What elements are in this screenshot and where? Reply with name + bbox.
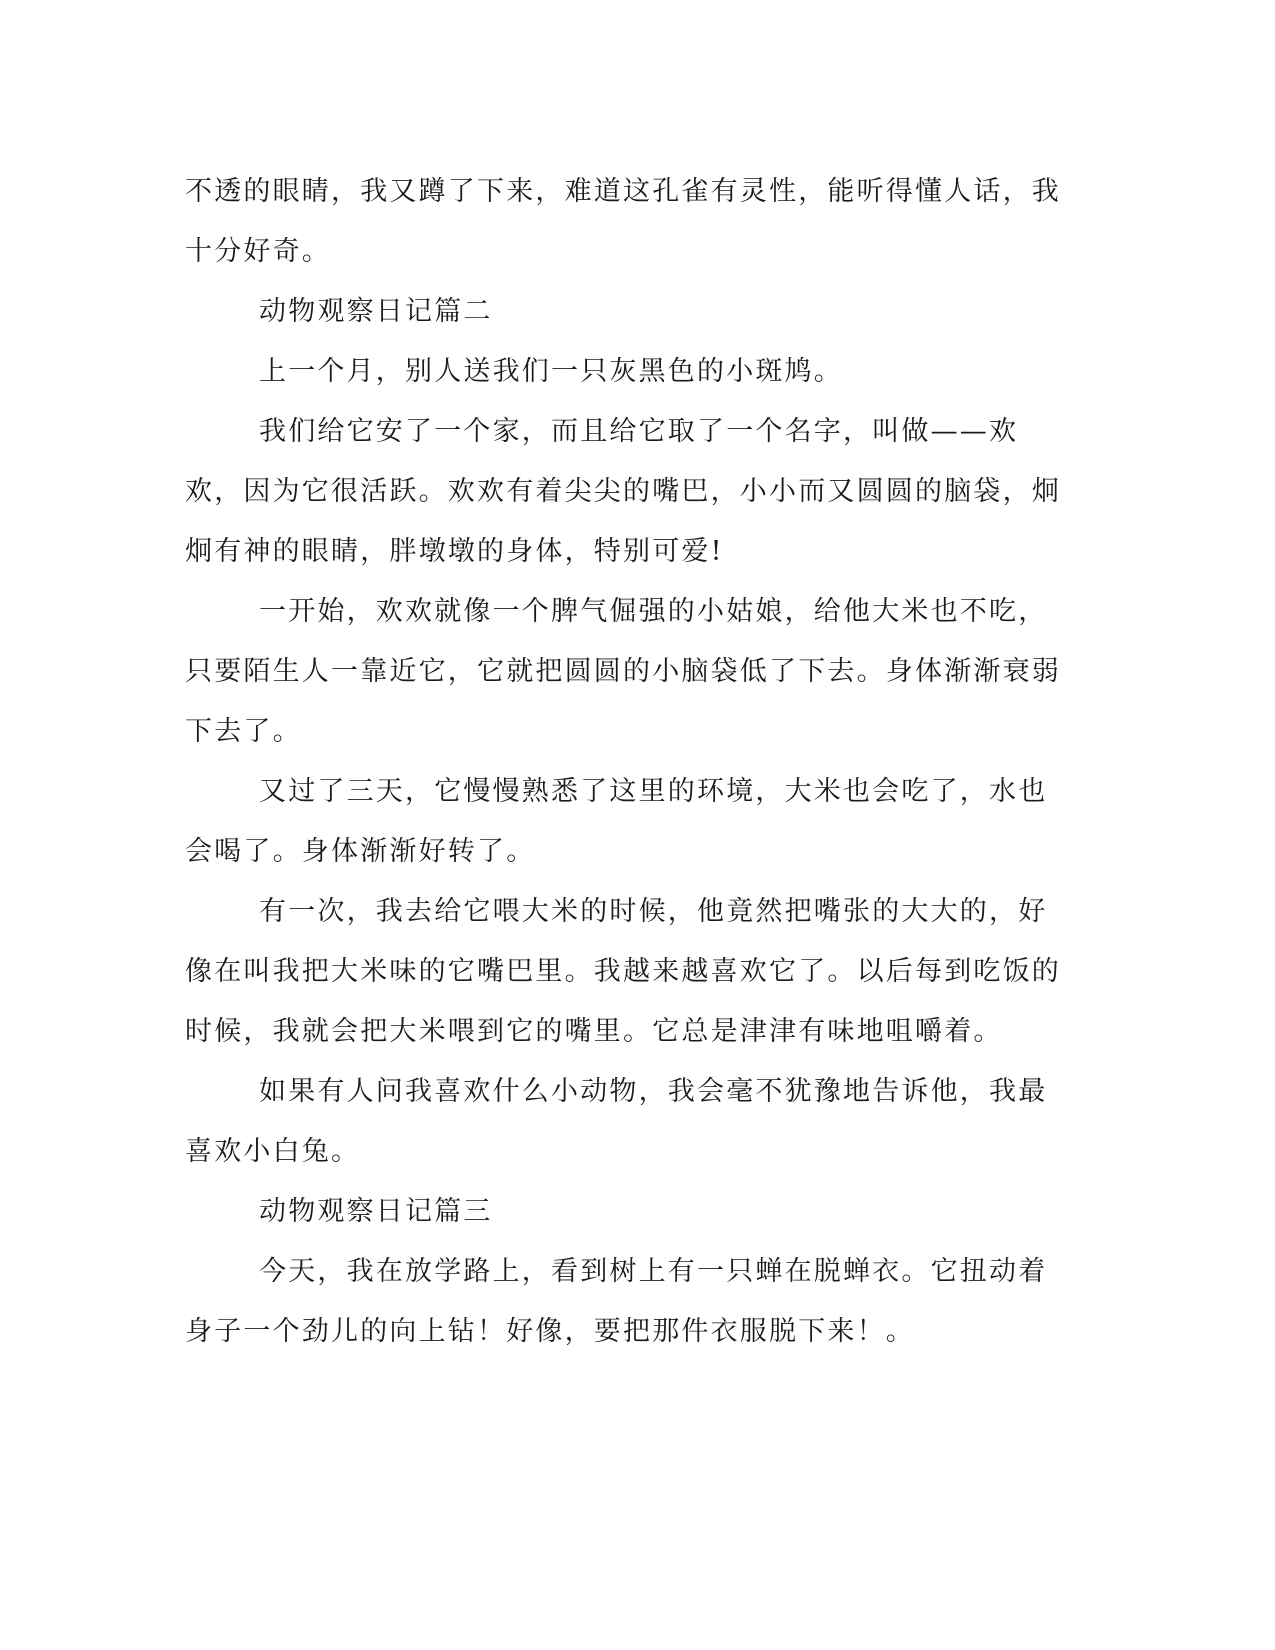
paragraph: 一开始，欢欢就像一个脾气倔强的小姑娘，给他大米也不吃，只要陌生人一靠近它，它就把圆圆的小脑袋低了下去。身体渐渐衰弱下去了。: [185, 596, 1061, 747]
paragraph: 有一次，我去给它喂大米的时候，他竟然把嘴张的大大的，好像在叫我把大米味的它嘴巴里。我越来越喜欢它了。以后每到吃饭的时候，我就会把大米喂到它的嘴里。它总是津津有味地咀嚼着。: [185, 896, 1061, 1047]
paragraph: 如果有人问我喜欢什么小动物，我会毫不犹豫地告诉他，我最喜欢小白兔。: [185, 1076, 1048, 1167]
paragraph: 上一个月，别人送我们一只灰黑色的小斑鸠。: [259, 356, 843, 387]
paragraph: 我们给它安了一个家，而且给它取了一个名字，叫做——欢欢，因为它很活跃。欢欢有着尖尖的嘴巴，小小而又圆圆的脑袋，炯炯有神的眼睛，胖墩墩的身体，特别可爱!: [185, 416, 1061, 567]
section-heading-part-two: 动物观察日记篇二: [259, 296, 493, 327]
document-body: [185, 162, 1075, 1362]
paragraph: 今天，我在放学路上，看到树上有一只蝉在脱蝉衣。它扭动着身子一个劲儿的向上钻！好像，要把那件衣服脱下来！。: [185, 1256, 1048, 1347]
paragraph-continued: 不透的眼睛，我又蹲了下来，难道这孔雀有灵性，能听得懂人话，我十分好奇。: [185, 176, 1061, 267]
section-heading-part-three: 动物观察日记篇三: [259, 1196, 493, 1227]
paragraph: 又过了三天，它慢慢熟悉了这里的环境，大米也会吃了，水也会喝了。身体渐渐好转了。: [185, 776, 1048, 867]
